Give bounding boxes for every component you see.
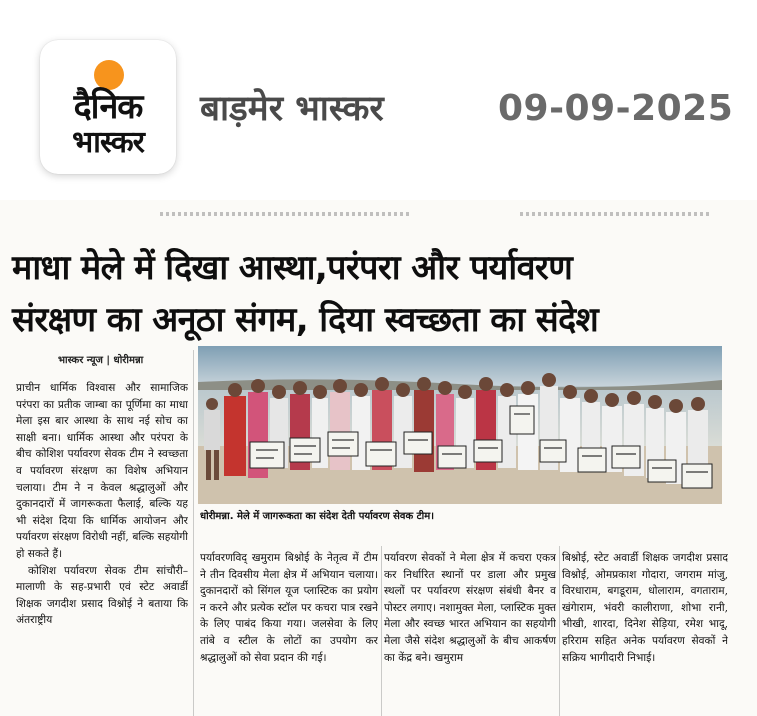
column-divider bbox=[381, 546, 382, 716]
cut-text-fragment bbox=[520, 212, 710, 216]
logo-text-bhaskar: भास्कर bbox=[72, 125, 144, 160]
article-column-2: पर्यावरणविद् खमुराम बिश्नोई के नेतृत्व में टीम ने तीन दिवसीय मेला क्षेत्र में अभियान चलाया। दुकानदारों को सिंगल यूज प्लास्टिक का प्रयोग न करने और प्रत्येक स्टॉल पर कचरा पात्र रखने के लिए पाबंद किया गया। जलसेवा के लिए तांबे व स्टील के लोटों का उपयोग कर श्रद्धालुओं को सेवा प्रदान की गई। bbox=[200, 552, 378, 664]
sun-icon bbox=[94, 60, 124, 90]
photo-caption: धोरीमन्ना. मेले में जागरूकता का संदेश देती पर्यावरण सेवक टीम। bbox=[200, 511, 435, 522]
dainik-bhaskar-logo bbox=[40, 40, 176, 174]
article-column-3: पर्यावरण सेवकों ने मेला क्षेत्र में कचरा एकत्र कर निर्धारित स्थानों पर डाला और प्रमुख स्थलों पर पर्यावरण संरक्षण संबंधी बैनर व पोस्टर लगाए। नशामुक्त मेला, प्लास्टिक मुक्त मेला और स्वच्छ भारत अभियान का सहयोगी मेला जैसे संदेश श्रद्धालुओं के बीच आकर्षण का केंद्र बने। खमुराम bbox=[384, 552, 556, 664]
edition-date: 09-09-2025 bbox=[498, 88, 734, 129]
byline: भास्कर न्यूज | धोरीमन्ना bbox=[58, 355, 144, 366]
event-photo bbox=[198, 346, 722, 504]
paragraph: कोशिश पर्यावरण सेवक टीम सांचौरी–मालाणी के सह-प्रभारी एवं स्टेट अवार्डी शिक्षक जगदीश प्रसाद विश्नोई ने बताया कि अंतराष्ट्रीय bbox=[16, 564, 188, 627]
cut-text-fragment bbox=[160, 212, 410, 216]
column-divider bbox=[559, 546, 560, 716]
column-divider bbox=[193, 350, 194, 716]
edition-title: बाड़मेर भास्कर bbox=[200, 89, 384, 129]
article-column-1 bbox=[16, 380, 188, 716]
headline-line-2: संरक्षण का अनूठा संगम, दिया स्वच्छता का संदेश bbox=[12, 300, 599, 340]
newspaper-clipping bbox=[0, 200, 757, 716]
headline-line-1: माधा मेले में दिखा आस्था,परंपरा और पर्यावरण bbox=[12, 248, 573, 288]
article-column-4: बिश्नोई, स्टेट अवार्डी शिक्षक जगदीश प्रसाद विश्नोई, ओमप्रकाश गोदारा, जगराम मांजु, विरधाराम, बगडूराम, धोलाराम, वगताराम, खंगेाराम, भंवरी कालीराणा, शोभा रानी, भीखी, शारदा, दिनेश सेड़िया, रमेश भादू, हरिराम सहित अनेक पर्यावरण सेवकों ने सक्रिय भागीदारी निभाई। bbox=[562, 552, 728, 664]
paragraph: प्राचीन धार्मिक विश्वास और सामाजिक परंपरा का प्रतीक जाम्बा का पूर्णिमा का माधा मेला इस बार आस्था के साथ नई सोच का साक्षी बना। धार्मिक आस्था और परंपरा के बीच कोशिश पर्यावरण सेवक टीम ने स्वच्छता व पर्यावरण संरक्षण का विशेष अभियान चलाया। टीम ने न केवल श्रद्धालुओं और दुकानदारों में जागरूकता फैलाई, बल्कि यह भी संदेश दिया कि धार्मिक आयोजन और पर्यावरण संरक्षण विरोधी नहीं, बल्कि सहयोगी हो सकते हैं। bbox=[16, 382, 188, 560]
logo-text-dainik: दैनिक bbox=[73, 87, 143, 127]
